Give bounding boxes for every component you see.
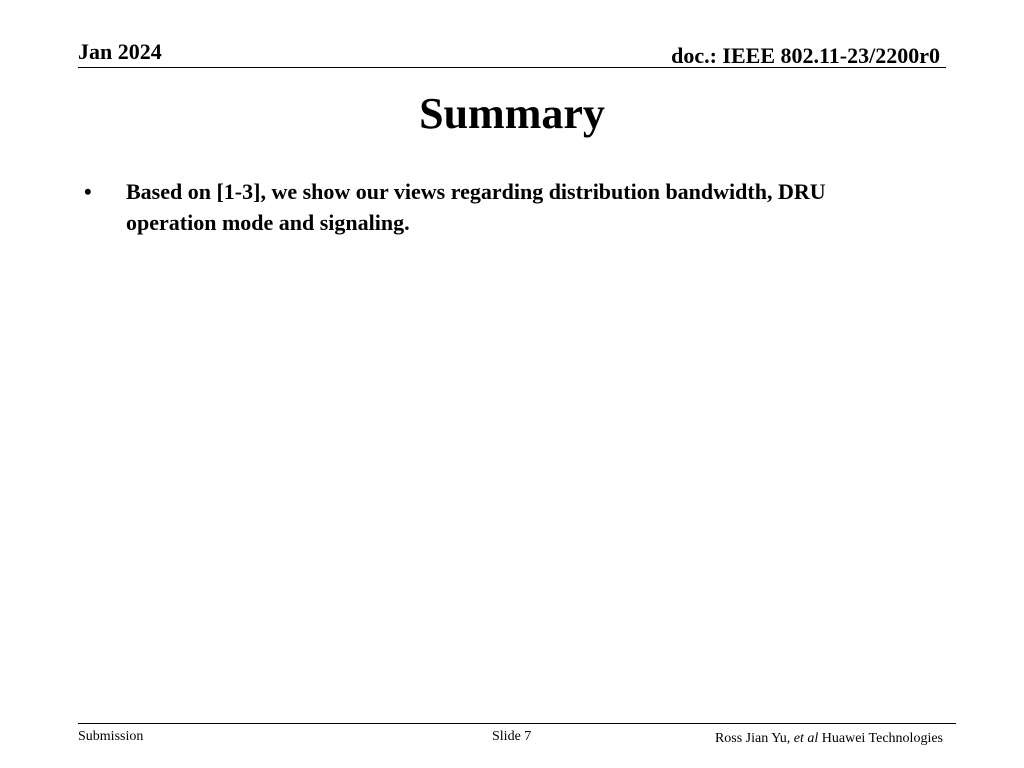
- footer-author-etal: et al: [793, 731, 819, 746]
- header-doc-id: doc.: IEEE 802.11-23/2200r0: [671, 43, 940, 68]
- footer-author: [715, 729, 943, 749]
- bullet-item: [84, 176, 904, 238]
- footer-slide-number: Slide 7: [492, 729, 532, 744]
- bullet-list: [84, 176, 904, 238]
- footer-submission: Submission: [78, 729, 144, 744]
- header-date: Jan 2024: [78, 39, 162, 64]
- footer-organization: Huawei Technologies: [821, 731, 943, 746]
- bullet-marker: •: [84, 179, 92, 204]
- header-divider: [78, 67, 946, 68]
- bullet-text: Based on [1-3], we show our views regarding distribution bandwidth, DRU operation mode and signaling.: [126, 179, 826, 235]
- footer-author-name: Ross Jian Yu,: [714, 731, 791, 746]
- slide-title: Summary: [419, 89, 605, 138]
- footer-divider: [78, 723, 956, 724]
